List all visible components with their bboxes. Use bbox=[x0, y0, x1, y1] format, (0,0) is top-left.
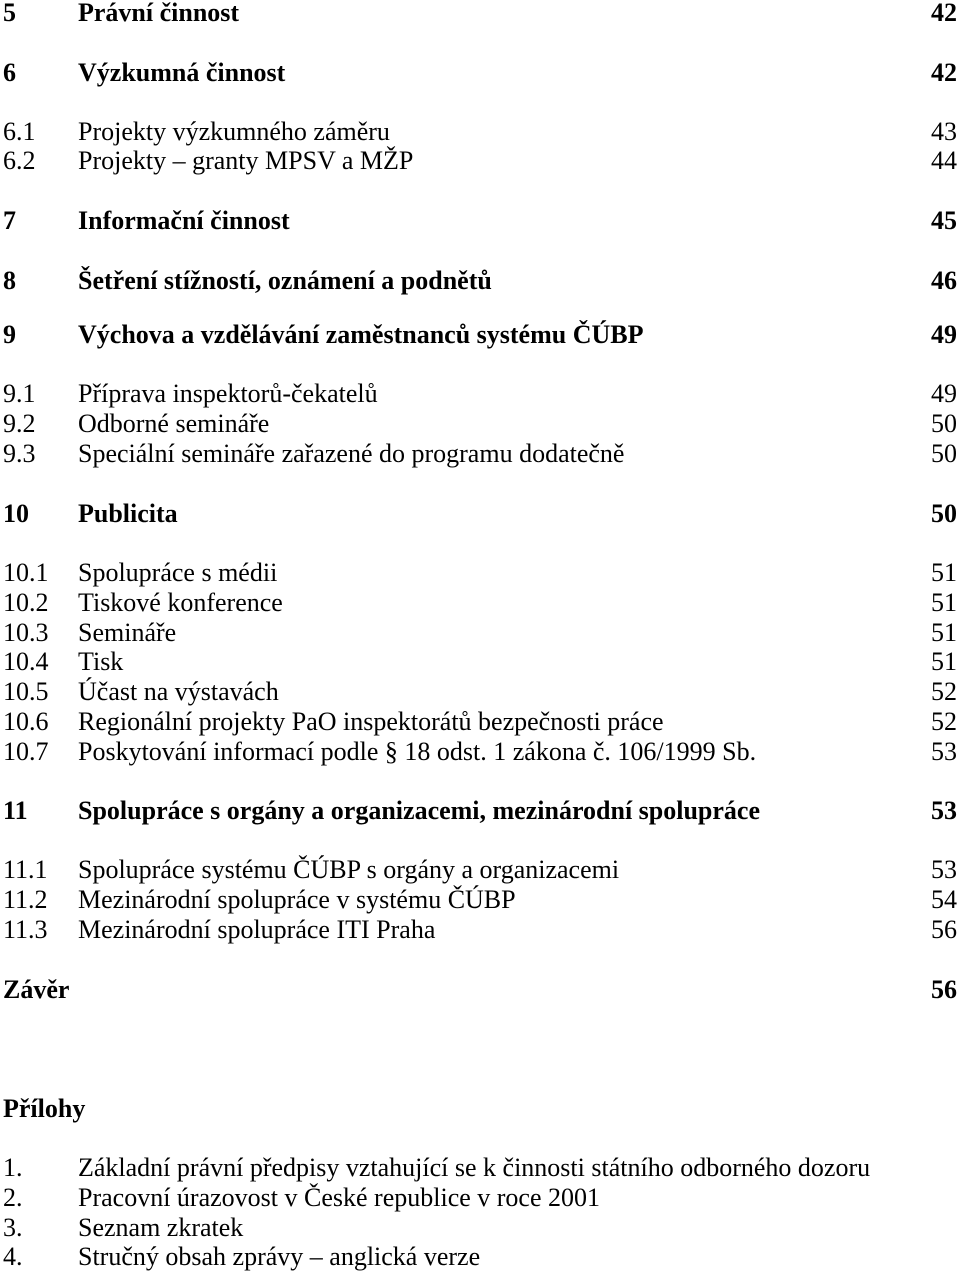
entry-title: Spolupráce s médii bbox=[78, 558, 278, 587]
toc-section-entry bbox=[0, 647, 960, 677]
appendix-title: Základní právní předpisy vztahující se k činnosti státního odborného dozoru bbox=[78, 1153, 871, 1182]
entry-number: 11.1 bbox=[3, 855, 48, 884]
entry-number: 5 bbox=[3, 0, 16, 27]
entry-title: Šetření stížností, oznámení a podnětů bbox=[78, 266, 492, 295]
entry-number: 11.2 bbox=[3, 885, 48, 914]
entry-number: 8 bbox=[3, 266, 16, 295]
entry-page-number: 42 bbox=[931, 58, 957, 87]
entry-title: Výzkumná činnost bbox=[78, 58, 286, 87]
entry-number: 9.3 bbox=[3, 439, 36, 468]
appendix-number: 3. bbox=[3, 1213, 23, 1242]
entry-title: Tisk bbox=[78, 647, 124, 676]
entry-page-number: 56 bbox=[931, 915, 957, 944]
entry-page-number: 49 bbox=[931, 320, 957, 349]
toc-chapter-entry bbox=[0, 320, 960, 350]
entry-number: 11.3 bbox=[3, 915, 48, 944]
entry-number: 10.6 bbox=[3, 707, 49, 736]
toc-section-entry bbox=[0, 409, 960, 439]
appendices-heading bbox=[0, 1094, 960, 1124]
toc-section-entry bbox=[0, 618, 960, 648]
entry-page-number: 52 bbox=[931, 707, 957, 736]
entry-page-number: 46 bbox=[931, 266, 957, 295]
entry-title: Příprava inspektorů-čekatelů bbox=[78, 379, 378, 408]
toc-chapter-entry bbox=[0, 499, 960, 529]
entry-title: Právní činnost bbox=[78, 0, 240, 27]
entry-page-number: 42 bbox=[931, 0, 957, 27]
entry-page-number: 53 bbox=[931, 796, 957, 825]
appendix-number: 4. bbox=[3, 1242, 23, 1271]
appendix-title: Seznam zkratek bbox=[78, 1213, 244, 1242]
toc-chapter-entry bbox=[0, 206, 960, 236]
toc-conclusion-entry bbox=[0, 975, 960, 1005]
appendix-number: 1. bbox=[3, 1153, 23, 1182]
entry-title: Projekty výzkumného záměru bbox=[78, 117, 390, 146]
appendix-item bbox=[0, 1242, 960, 1272]
toc-section-entry bbox=[0, 915, 960, 945]
appendix-title: Stručný obsah zprávy – anglická verze bbox=[78, 1242, 481, 1271]
toc-section-entry bbox=[0, 707, 960, 737]
toc-chapter-entry bbox=[0, 796, 960, 826]
entry-number: 10 bbox=[3, 499, 29, 528]
entry-number: 11 bbox=[3, 796, 28, 825]
toc-section-entry bbox=[0, 855, 960, 885]
toc-section-entry bbox=[0, 558, 960, 588]
entry-page-number: 51 bbox=[931, 647, 957, 676]
appendices-heading-text: Přílohy bbox=[3, 1094, 86, 1123]
toc-chapter-entry bbox=[0, 58, 960, 88]
entry-number: 9.2 bbox=[3, 409, 36, 438]
toc-section-entry bbox=[0, 146, 960, 176]
appendix-number: 2. bbox=[3, 1183, 23, 1212]
entry-page-number: 45 bbox=[931, 206, 957, 235]
entry-title: Publicita bbox=[78, 499, 178, 528]
entry-title: Výchova a vzdělávání zaměstnanců systému ČÚBP bbox=[78, 320, 644, 349]
conclusion-title: Závěr bbox=[3, 975, 70, 1004]
entry-title: Semináře bbox=[78, 618, 177, 647]
entry-page-number: 54 bbox=[931, 885, 957, 914]
toc-chapter-entry bbox=[0, 0, 960, 28]
entry-page-number: 51 bbox=[931, 588, 957, 617]
entry-number: 10.1 bbox=[3, 558, 49, 587]
appendix-item bbox=[0, 1153, 960, 1183]
entry-number: 9 bbox=[3, 320, 16, 349]
entry-title: Projekty – granty MPSV a MŽP bbox=[78, 146, 414, 175]
entry-page-number: 53 bbox=[931, 737, 957, 766]
entry-page-number: 56 bbox=[931, 975, 957, 1004]
entry-title: Mezinárodní spolupráce v systému ČÚBP bbox=[78, 885, 516, 914]
entry-number: 6.1 bbox=[3, 117, 36, 146]
entry-page-number: 43 bbox=[931, 117, 957, 146]
entry-title: Účast na výstavách bbox=[78, 677, 279, 706]
entry-title: Informační činnost bbox=[78, 206, 290, 235]
entry-number: 6.2 bbox=[3, 146, 36, 175]
entry-page-number: 50 bbox=[931, 499, 957, 528]
toc-section-entry bbox=[0, 439, 960, 469]
entry-title: Spolupráce s orgány a organizacemi, mezinárodní spolupráce bbox=[78, 796, 761, 825]
entry-page-number: 50 bbox=[931, 439, 957, 468]
toc-section-entry bbox=[0, 379, 960, 409]
entry-title: Poskytování informací podle § 18 odst. 1 zákona č. 106/1999 Sb. bbox=[78, 737, 757, 766]
entry-number: 10.4 bbox=[3, 647, 49, 676]
toc-chapter-entry bbox=[0, 266, 960, 296]
entry-number: 6 bbox=[3, 58, 16, 87]
appendix-item bbox=[0, 1183, 960, 1213]
appendix-title: Pracovní úrazovost v České republice v roce 2001 bbox=[78, 1183, 601, 1212]
entry-number: 10.3 bbox=[3, 618, 49, 647]
entry-number: 10.2 bbox=[3, 588, 49, 617]
entry-number: 10.5 bbox=[3, 677, 49, 706]
entry-page-number: 44 bbox=[931, 146, 957, 175]
toc-section-entry bbox=[0, 588, 960, 618]
entry-title: Speciální semináře zařazené do programu dodatečně bbox=[78, 439, 625, 468]
entry-page-number: 53 bbox=[931, 855, 957, 884]
entry-page-number: 50 bbox=[931, 409, 957, 438]
entry-title: Odborné semináře bbox=[78, 409, 270, 438]
toc-section-entry bbox=[0, 885, 960, 915]
entry-title: Tiskové konference bbox=[78, 588, 283, 617]
toc-section-entry bbox=[0, 677, 960, 707]
toc-section-entry bbox=[0, 737, 960, 767]
entry-title: Regionální projekty PaO inspektorátů bezpečnosti práce bbox=[78, 707, 664, 736]
entry-number: 10.7 bbox=[3, 737, 49, 766]
entry-page-number: 52 bbox=[931, 677, 957, 706]
entry-page-number: 51 bbox=[931, 558, 957, 587]
entry-title: Mezinárodní spolupráce ITI Praha bbox=[78, 915, 436, 944]
entry-page-number: 49 bbox=[931, 379, 957, 408]
entry-title: Spolupráce systému ČÚBP s orgány a organizacemi bbox=[78, 855, 620, 884]
toc-section-entry bbox=[0, 117, 960, 147]
entry-page-number: 51 bbox=[931, 618, 957, 647]
appendix-item bbox=[0, 1213, 960, 1243]
entry-number: 7 bbox=[3, 206, 16, 235]
entry-number: 9.1 bbox=[3, 379, 36, 408]
